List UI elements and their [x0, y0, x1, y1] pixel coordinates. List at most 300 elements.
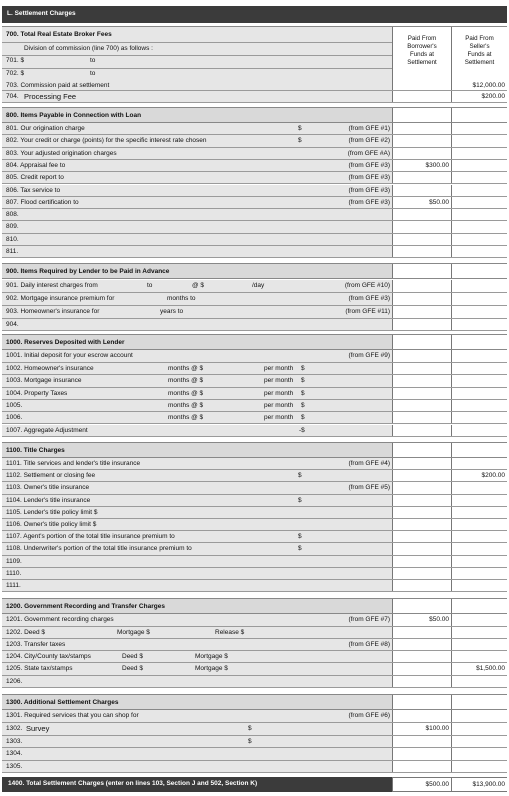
seller-cell[interactable]	[451, 197, 507, 208]
line-1305	[2, 761, 507, 774]
borrower-cell[interactable]	[392, 614, 451, 626]
description-cell	[2, 736, 392, 748]
description-cell	[2, 234, 392, 245]
total-borrower-amount: $500.00	[425, 781, 449, 788]
line-1304-label: 1304.	[6, 750, 23, 757]
line-label: 802. Your credit or charge (points) for the specific interest rate chosen	[6, 137, 207, 145]
description-cell	[2, 614, 392, 626]
seller-cell[interactable]	[451, 519, 507, 530]
description-cell	[2, 651, 392, 662]
gfe-reference: (from GFE #3)	[348, 198, 390, 206]
borrower-cell[interactable]	[392, 748, 451, 760]
borrower-amount: $50.00	[429, 198, 449, 206]
line-label: 1104. Lender's title insurance	[6, 496, 91, 504]
line-1201-gfe: (from GFE #7)	[348, 616, 390, 623]
line-label: 1106. Owner's title policy limit $	[6, 521, 97, 528]
seller-cell[interactable]	[451, 91, 507, 102]
line-703-label: 703. Commission paid at settlement	[6, 82, 110, 89]
description-cell	[2, 197, 392, 208]
reserve-line	[2, 412, 507, 424]
description-cell	[2, 363, 392, 374]
line-809	[2, 221, 507, 233]
description-cell	[2, 388, 392, 399]
seller-cell[interactable]	[451, 495, 507, 506]
seller-cell[interactable]	[451, 723, 507, 735]
borrower-cell[interactable]	[392, 264, 451, 278]
line-1303-label: 1303.	[6, 737, 23, 745]
description-cell	[2, 748, 392, 760]
borrower-cell[interactable]	[392, 627, 451, 638]
section-1100	[2, 442, 507, 458]
borrower-cell[interactable]	[392, 425, 451, 437]
line-1205-label: 1205. State tax/stamps	[6, 665, 73, 672]
gfe-reference: (from GFE #A)	[347, 149, 390, 157]
seller-cell[interactable]	[451, 443, 507, 457]
borrower-cell[interactable]	[392, 185, 451, 196]
line-label: 1103. Owner's title insurance	[6, 484, 90, 492]
description-cell	[2, 676, 392, 687]
line-703	[2, 80, 507, 91]
line-label: 1102. Settlement or closing fee	[6, 472, 96, 480]
borrower-cell[interactable]	[392, 197, 451, 208]
section-1200-title: 1200. Government Recording and Transfer Charges	[6, 603, 165, 610]
description-cell	[2, 185, 392, 196]
line-1001	[2, 350, 507, 363]
line-704	[2, 91, 507, 103]
line-1007	[2, 425, 507, 438]
description-cell	[2, 148, 392, 159]
seller-cell[interactable]	[451, 412, 507, 423]
borrower-cell[interactable]	[392, 335, 451, 349]
line-1302-description: Survey	[26, 724, 50, 733]
seller-cell[interactable]	[451, 306, 507, 318]
seller-cell[interactable]	[451, 264, 507, 278]
seller-cell[interactable]	[451, 663, 507, 675]
seller-cell[interactable]	[451, 123, 507, 134]
gfe-reference: (from GFE #5)	[348, 484, 390, 492]
description-cell	[2, 375, 392, 386]
line-label: 1109.	[6, 557, 22, 565]
description-cell	[2, 400, 392, 411]
seller-cell[interactable]	[451, 319, 507, 330]
line-704-label: 704.	[6, 93, 19, 100]
description-cell	[2, 470, 392, 481]
seller-amount: $200.00	[481, 472, 505, 480]
description-cell	[2, 710, 392, 722]
dollar-sign: $	[298, 533, 302, 541]
borrower-cell[interactable]	[392, 306, 451, 318]
seller-cell[interactable]	[451, 400, 507, 411]
line-801	[2, 123, 507, 135]
reserve-dollar: $	[301, 414, 305, 422]
line-1109	[2, 556, 507, 568]
line-902-gfe: (from GFE #3)	[348, 295, 390, 302]
line-label: 803. Your adjusted origination charges	[6, 149, 117, 157]
borrower-cell[interactable]	[392, 736, 451, 748]
seller-cell[interactable]	[451, 580, 507, 591]
section-1200	[2, 598, 507, 614]
borrower-cell[interactable]	[392, 319, 451, 330]
borrower-cell[interactable]	[392, 246, 451, 257]
description-cell	[2, 160, 392, 171]
description-cell	[2, 80, 392, 90]
dollar-sign: $	[298, 125, 302, 132]
line-1001-gfe: (from GFE #9)	[348, 352, 390, 359]
line-1303	[2, 736, 507, 749]
line-1204-label: 1204. City/County tax/stamps	[6, 653, 91, 660]
line-803	[2, 148, 507, 160]
line-1205-seller-amount: $1,500.00	[476, 665, 505, 672]
description-cell	[2, 495, 392, 506]
line-label: 1101. Title services and lender's title insurance	[6, 460, 141, 467]
line-1302-borrower-amount: $100.00	[425, 725, 449, 732]
seller-cell[interactable]	[451, 335, 507, 349]
reserve-months: months @ $	[168, 389, 204, 397]
line-label: 808.	[6, 211, 19, 219]
seller-cell[interactable]	[451, 280, 507, 292]
seller-column-header-line: Seller's	[469, 43, 490, 50]
seller-cell[interactable]	[451, 695, 507, 709]
seller-column-header-line: Paid From	[465, 35, 494, 42]
line-904-label: 904.	[6, 321, 19, 328]
description-cell	[2, 627, 392, 638]
reserve-months: months @ $	[168, 377, 204, 385]
line-807	[2, 197, 507, 209]
section-1000	[2, 334, 507, 350]
borrower-cell[interactable]	[392, 761, 451, 773]
seller-cell[interactable]	[451, 160, 507, 171]
line-label: 811.	[6, 248, 19, 255]
borrower-cell[interactable]	[392, 148, 451, 159]
seller-cell[interactable]	[451, 614, 507, 626]
description-cell	[2, 556, 392, 567]
description-cell	[2, 443, 392, 457]
seller-cell[interactable]	[451, 748, 507, 760]
line-903-years: years to	[160, 308, 184, 315]
borrower-cell[interactable]	[392, 676, 451, 687]
borrower-cell[interactable]	[392, 543, 451, 554]
borrower-cell[interactable]	[392, 710, 451, 722]
reserve-dollar: $	[301, 401, 305, 409]
seller-cell[interactable]	[451, 221, 507, 232]
borrower-cell[interactable]	[392, 91, 451, 102]
borrower-cell[interactable]	[392, 580, 451, 591]
seller-cell[interactable]	[451, 350, 507, 362]
line-804	[2, 160, 507, 172]
seller-cell[interactable]	[451, 234, 507, 245]
borrower-cell[interactable]	[392, 663, 451, 675]
seller-cell[interactable]	[451, 363, 507, 374]
line-703-seller-amount: $12,000.00	[472, 82, 505, 89]
form-title: L. Settlement Charges	[7, 10, 76, 17]
reserve-per-month: per month	[264, 414, 294, 422]
borrower-cell[interactable]	[392, 209, 451, 220]
line-1303-dollar: $	[248, 737, 252, 745]
line-903-gfe: (from GFE #11)	[345, 308, 390, 315]
seller-cell[interactable]	[451, 425, 507, 437]
description-cell	[2, 209, 392, 220]
line-902-label: 902. Mortgage insurance premium for	[6, 295, 115, 302]
section-1000-title: 1000. Reserves Deposited with Lender	[6, 339, 125, 346]
reserve-per-month: per month	[264, 401, 294, 409]
seller-cell[interactable]	[451, 543, 507, 554]
line-1104	[2, 495, 507, 507]
section-700-title: 700. Total Real Estate Broker Fees	[6, 31, 112, 38]
seller-cell[interactable]	[451, 209, 507, 220]
row-divider	[2, 68, 392, 69]
seller-cell[interactable]	[451, 651, 507, 662]
reserve-label: 1003. Mortgage insurance	[6, 377, 82, 385]
borrower-cell[interactable]	[392, 568, 451, 579]
line-901-rate: @ $	[192, 282, 205, 289]
description-cell	[2, 425, 392, 437]
line-1205-mortgage: Mortgage $	[195, 665, 228, 672]
line-label: 1110.	[6, 569, 22, 577]
borrower-cell[interactable]	[392, 234, 451, 245]
line-label: 809.	[6, 223, 19, 231]
line-1107	[2, 531, 507, 543]
line-903-label: 903. Homeowner's insurance for	[6, 308, 100, 315]
line-1203-gfe: (from GFE #8)	[348, 641, 390, 648]
borrower-cell[interactable]	[392, 160, 451, 171]
line-901	[2, 280, 507, 293]
line-806	[2, 185, 507, 197]
section-1100-title: 1100. Title Charges	[6, 447, 65, 454]
gfe-reference: (from GFE #3)	[348, 161, 390, 169]
description-cell	[2, 519, 392, 530]
seller-cell[interactable]	[451, 531, 507, 542]
reserve-label: 1005.	[6, 401, 23, 409]
reserve-label: 1006.	[6, 414, 23, 422]
description-cell	[2, 221, 392, 232]
seller-cell[interactable]	[451, 388, 507, 399]
line-702-to: to	[90, 70, 96, 77]
seller-cell[interactable]	[451, 599, 507, 613]
row-divider	[2, 42, 392, 43]
line-label: 1108. Underwriter's portion of the total title insurance premium to	[6, 545, 192, 553]
reserve-line	[2, 375, 507, 387]
description-cell	[2, 91, 392, 102]
line-1103	[2, 482, 507, 494]
line-1206-label: 1206.	[6, 678, 23, 685]
seller-column-header-line: Settlement	[464, 59, 495, 66]
borrower-cell[interactable]	[392, 458, 451, 469]
description-cell	[2, 599, 392, 613]
borrower-cell[interactable]	[392, 400, 451, 411]
seller-cell[interactable]	[451, 458, 507, 469]
line-701-to: to	[90, 57, 96, 64]
borrower-column-header-line: Borrower's	[407, 43, 437, 50]
seller-cell[interactable]	[451, 172, 507, 183]
reserve-per-month: per month	[264, 377, 294, 385]
line-901-day: /day	[252, 282, 265, 289]
description-cell	[2, 123, 392, 134]
total-row	[2, 777, 507, 792]
seller-cell[interactable]	[451, 148, 507, 159]
line-805	[2, 172, 507, 184]
reserve-dollar: $	[301, 365, 305, 372]
reserve-months: months @ $	[168, 401, 204, 409]
line-8010	[2, 234, 507, 246]
total-seller-amount: $13,900.00	[472, 781, 505, 788]
line-label: 1111.	[6, 582, 21, 589]
borrower-cell[interactable]	[392, 293, 451, 305]
description-cell	[2, 306, 392, 318]
seller-cell[interactable]	[451, 482, 507, 493]
line-902	[2, 293, 507, 306]
line-1110	[2, 568, 507, 580]
line-702: 702. $	[6, 70, 25, 77]
line-1305-label: 1305.	[6, 762, 23, 770]
description-cell	[2, 482, 392, 493]
section-1300-title: 1300. Additional Settlement Charges	[6, 699, 119, 706]
borrower-cell[interactable]	[392, 280, 451, 292]
line-1206	[2, 676, 507, 688]
line-1202	[2, 627, 507, 639]
description-cell	[2, 108, 392, 122]
line-1302-label: 1302.	[6, 725, 23, 732]
description-cell	[2, 543, 392, 554]
borrower-cell[interactable]	[392, 482, 451, 493]
description-cell	[2, 723, 392, 735]
line-808	[2, 209, 507, 221]
borrower-cell[interactable]	[392, 375, 451, 386]
line-901-label: 901. Daily interest charges from	[6, 282, 98, 289]
reserve-label: 1004. Property Taxes	[6, 389, 68, 397]
line-1204	[2, 651, 507, 663]
description-cell	[2, 507, 392, 518]
gfe-reference: (from GFE #3)	[348, 186, 390, 194]
seller-cell[interactable]	[451, 568, 507, 579]
dollar-sign: $	[298, 545, 302, 553]
description-cell	[2, 335, 392, 349]
division-text: Division of commission (line 700) as follows :	[24, 45, 153, 52]
borrower-cell[interactable]	[392, 599, 451, 613]
seller-cell[interactable]	[451, 777, 507, 792]
line-1106	[2, 519, 507, 531]
seller-cell[interactable]	[451, 627, 507, 638]
borrower-cell[interactable]	[392, 172, 451, 183]
borrower-cell[interactable]	[392, 695, 451, 709]
line-901-to: to	[147, 282, 153, 289]
line-902-months: months to	[167, 295, 196, 302]
description-cell	[2, 172, 392, 183]
seller-cell[interactable]	[451, 108, 507, 122]
line-701: 701. $	[6, 57, 25, 64]
line-1111	[2, 580, 507, 592]
borrower-cell[interactable]	[392, 531, 451, 542]
seller-cell[interactable]	[451, 80, 507, 90]
borrower-cell[interactable]	[392, 495, 451, 506]
seller-cell[interactable]	[451, 375, 507, 386]
description-cell	[2, 568, 392, 579]
line-1302	[2, 723, 507, 736]
description-cell	[2, 293, 392, 305]
borrower-cell[interactable]	[392, 651, 451, 662]
description-cell	[2, 135, 392, 146]
seller-cell[interactable]	[451, 293, 507, 305]
description-cell	[2, 319, 392, 330]
borrower-cell[interactable]	[392, 350, 451, 362]
reserve-months: months @ $	[168, 414, 204, 422]
borrower-cell[interactable]	[392, 80, 451, 90]
gfe-reference: (from GFE #4)	[348, 460, 390, 467]
seller-column-header-line: Funds at	[467, 51, 492, 58]
seller-cell[interactable]	[451, 135, 507, 146]
borrower-cell[interactable]	[392, 507, 451, 518]
seller-cell[interactable]	[451, 710, 507, 722]
line-802	[2, 135, 507, 147]
line-1201-label: 1201. Government recording charges	[6, 616, 114, 623]
seller-cell[interactable]	[451, 556, 507, 567]
reserve-dollar: $	[301, 377, 305, 385]
line-label: 805. Credit report to	[6, 174, 64, 182]
seller-cell[interactable]	[451, 470, 507, 481]
description-cell	[2, 350, 392, 362]
gfe-reference: (from GFE #3)	[348, 174, 390, 182]
description-cell	[2, 280, 392, 292]
line-704-seller-amount: $200.00	[481, 93, 505, 100]
borrower-cell[interactable]	[392, 777, 451, 792]
line-1301-gfe: (from GFE #6)	[348, 712, 390, 719]
line-8011	[2, 246, 507, 258]
line-901-gfe: (from GFE #10)	[344, 282, 390, 289]
line-label: 1107. Agent's portion of the total title insurance premium to	[6, 533, 175, 541]
borrower-cell[interactable]	[392, 556, 451, 567]
borrower-column-header-line: Settlement	[407, 59, 437, 66]
description-cell	[2, 531, 392, 542]
borrower-cell[interactable]	[392, 470, 451, 481]
seller-cell[interactable]	[451, 507, 507, 518]
line-label: 801. Our origination charge	[6, 125, 85, 132]
dollar-sign: $	[298, 137, 302, 145]
borrower-cell[interactable]	[392, 412, 451, 423]
seller-cell[interactable]	[451, 185, 507, 196]
borrower-cell[interactable]	[392, 519, 451, 530]
seller-cell[interactable]	[451, 639, 507, 650]
seller-cell[interactable]	[451, 246, 507, 257]
borrower-cell[interactable]	[392, 388, 451, 399]
line-1202-mortgage: Mortgage $	[117, 629, 150, 636]
reserve-per-month: per month	[264, 389, 294, 397]
description-cell	[2, 695, 392, 709]
seller-cell[interactable]	[451, 676, 507, 687]
borrower-cell[interactable]	[392, 363, 451, 374]
gfe-reference: (from GFE #1)	[348, 125, 390, 132]
borrower-cell[interactable]	[392, 723, 451, 735]
description-cell	[2, 246, 392, 257]
line-1301-label: 1301. Required services that you can shop for	[6, 712, 139, 719]
borrower-cell[interactable]	[392, 108, 451, 122]
borrower-cell[interactable]	[392, 221, 451, 232]
line-1301	[2, 710, 507, 723]
dollar-sign: $	[298, 472, 302, 480]
reserve-line	[2, 363, 507, 375]
description-cell	[2, 761, 392, 773]
line-1105	[2, 507, 507, 519]
borrower-cell[interactable]	[392, 639, 451, 650]
seller-cell[interactable]	[451, 761, 507, 773]
borrower-cell[interactable]	[392, 123, 451, 134]
description-cell	[2, 580, 392, 591]
line-903	[2, 306, 507, 319]
description-cell	[2, 777, 392, 792]
borrower-cell[interactable]	[392, 135, 451, 146]
reserve-label: 1002. Homeowner's insurance	[6, 365, 94, 372]
borrower-cell[interactable]	[392, 443, 451, 457]
seller-cell[interactable]	[451, 736, 507, 748]
reserve-months: months @ $	[168, 365, 204, 372]
